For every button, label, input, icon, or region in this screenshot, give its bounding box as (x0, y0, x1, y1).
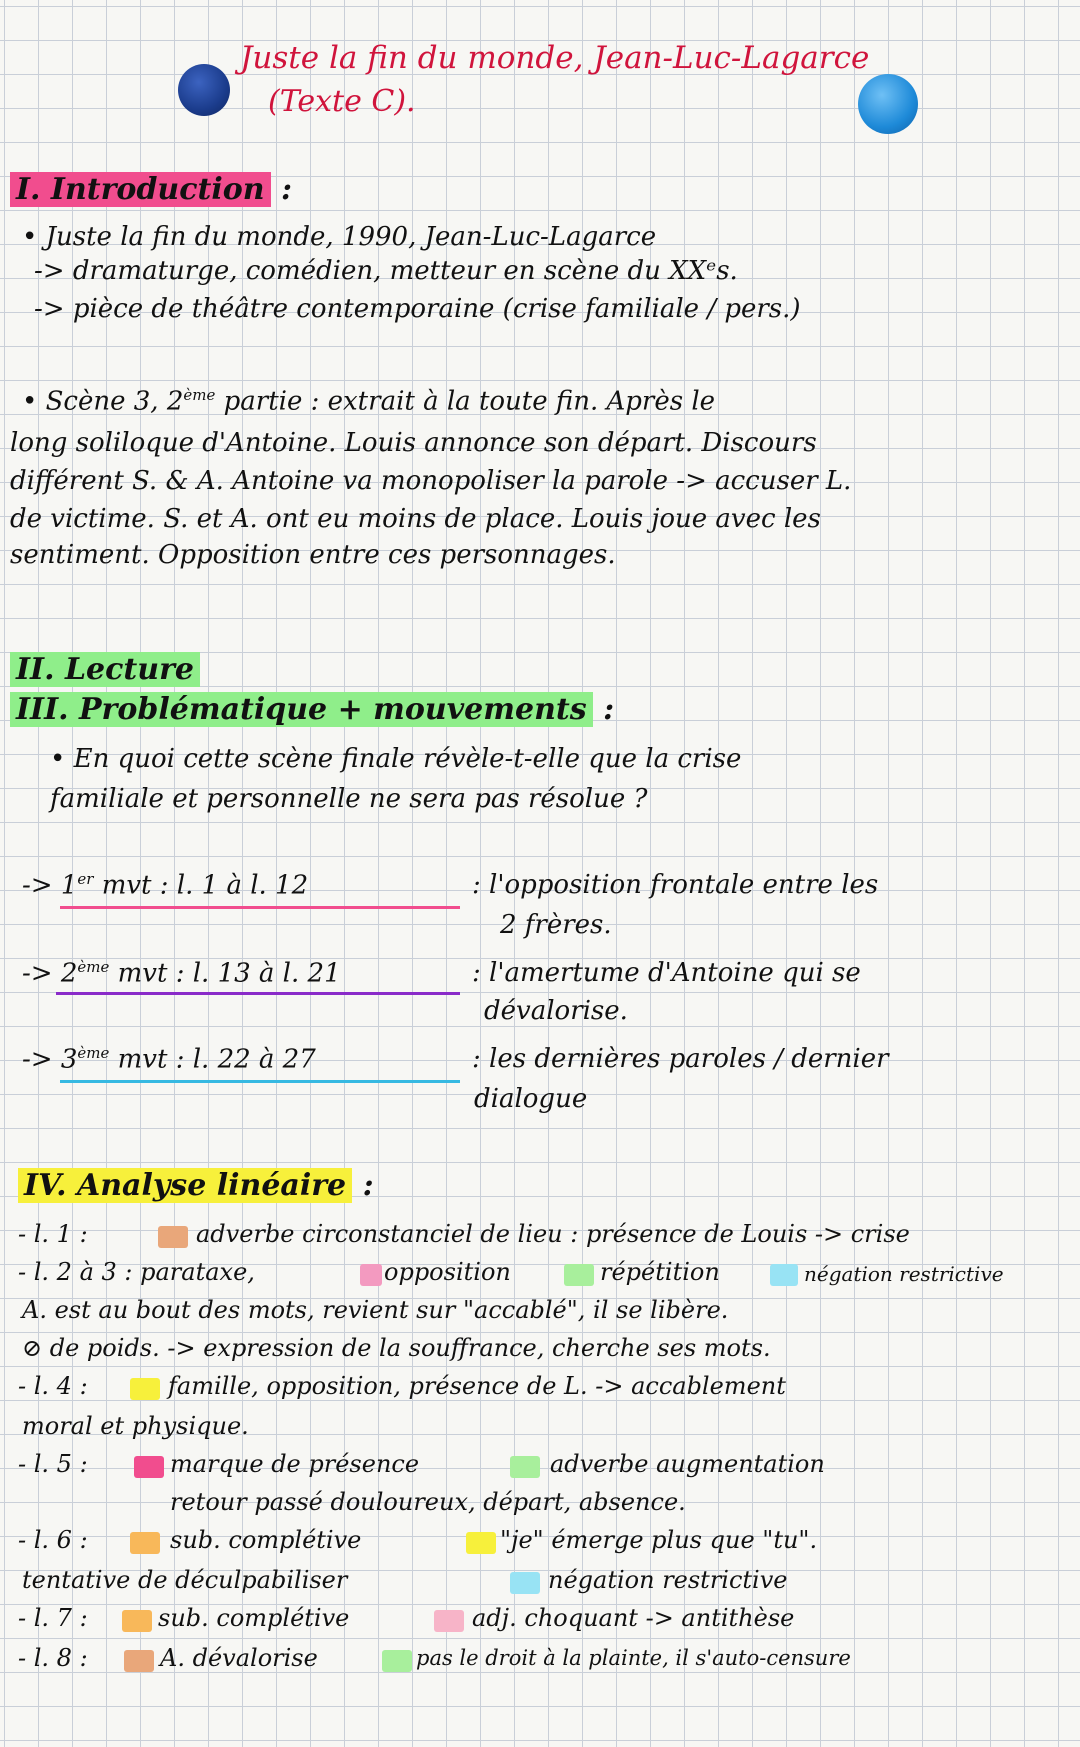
analysis-text: répétition (600, 1258, 720, 1286)
analysis-text: ⊘ de poids. -> expression de la souffrance, cherche ses mots. (22, 1334, 771, 1362)
analysis-text: adverbe circonstanciel de lieu : présence de Louis -> crise (196, 1220, 910, 1248)
intro-paragraph-line: différent S. & A. Antoine va monopoliser la parole -> accuser L. (10, 466, 852, 496)
lecture-heading-text: II. Lecture (10, 652, 200, 687)
introduction-heading-text: I. Introduction (10, 172, 271, 207)
intro-line: -> dramaturge, comédien, metteur en scène du XXᵉs. (34, 256, 738, 286)
color-swatch (134, 1456, 164, 1478)
movement-2-underline (56, 992, 460, 995)
analysis-text: adj. choquant -> antithèse (472, 1604, 795, 1632)
movement-2 (22, 958, 341, 989)
movement-range: mvt : l. 22 à 27 (109, 1044, 316, 1075)
question-line: familiale et personnelle ne sera pas résolue ? (50, 784, 648, 814)
movement-num: -> 2 (22, 958, 78, 989)
intro-text: • Scène 3, 2 (22, 386, 184, 417)
superscript: er (77, 870, 94, 888)
movement-desc: dialogue (474, 1084, 588, 1114)
analyse-heading-text: IV. Analyse linéaire (18, 1168, 352, 1203)
color-swatch (510, 1572, 540, 1594)
movement-3 (22, 1044, 316, 1075)
superscript: ème (77, 1044, 110, 1062)
color-swatch (770, 1264, 798, 1286)
movement-range: mvt : l. 1 à l. 12 (93, 870, 309, 901)
color-swatch (130, 1378, 160, 1400)
analysis-text: pas le droit à la plainte, il s'auto-censure (416, 1646, 851, 1670)
analysis-ref: - l. 2 à 3 : parataxe, (18, 1258, 255, 1286)
analysis-text: famille, opposition, présence de L. -> accablement (168, 1372, 786, 1400)
movement-desc: dévalorise. (484, 996, 628, 1026)
section-heading-problematique (10, 692, 614, 727)
intro-paragraph-line: sentiment. Opposition entre ces personnages. (10, 540, 616, 570)
page-subtitle: (Texte C). (268, 84, 416, 119)
intro-line: • Juste la fin du monde, 1990, Jean-Luc-Lagarce (22, 222, 657, 252)
color-swatch (382, 1650, 412, 1672)
analysis-ref: - l. 4 : (18, 1372, 88, 1400)
analysis-text: négation restrictive (804, 1262, 1004, 1286)
section-heading-analyse (18, 1168, 374, 1203)
movement-num: -> 3 (22, 1044, 78, 1075)
color-swatch (158, 1226, 188, 1248)
analysis-text: retour passé douloureux, départ, absence. (170, 1488, 686, 1516)
analysis-text: moral et physique. (22, 1412, 249, 1440)
color-swatch (122, 1610, 152, 1632)
superscript: ème (183, 386, 216, 404)
question-line: • En quoi cette scène finale révèle-t-elle que la crise (50, 744, 742, 774)
superscript: ème (77, 958, 110, 976)
movement-desc: : l'amertume d'Antoine qui se (472, 958, 861, 988)
intro-text: partie : extrait à la toute fin. Après le (215, 386, 716, 417)
color-swatch (510, 1456, 540, 1478)
analysis-ref: - l. 6 : (18, 1526, 88, 1554)
intro-paragraph-line (22, 386, 715, 417)
analysis-text: adverbe augmentation (550, 1450, 825, 1478)
movement-desc: 2 frères. (500, 910, 612, 940)
section-heading-introduction (10, 172, 292, 207)
movement-range: mvt : l. 13 à l. 21 (109, 958, 341, 989)
movement-1 (22, 870, 308, 901)
analysis-text: tentative de déculpabiliser (22, 1566, 348, 1594)
analysis-text: "je" émerge plus que "tu". (500, 1526, 818, 1554)
color-swatch (466, 1532, 496, 1554)
intro-paragraph-line: de victime. S. et A. ont eu moins de place. Louis joue avec les (10, 504, 821, 534)
page-title: Juste la fin du monde, Jean-Luc-Lagarce (240, 40, 870, 76)
analysis-ref: - l. 8 : (18, 1644, 88, 1672)
section-heading-lecture (10, 652, 200, 687)
analysis-text: A. dévalorise (160, 1644, 318, 1672)
analysis-text: marque de présence (170, 1450, 420, 1478)
heading-colon: : (281, 172, 293, 207)
movement-1-underline (60, 906, 460, 909)
color-swatch (360, 1264, 382, 1286)
problematique-heading-text: III. Problématique + mouvements (10, 692, 593, 727)
color-swatch (434, 1610, 464, 1632)
color-swatch (124, 1650, 154, 1672)
pin-icon (178, 64, 230, 116)
intro-line: -> pièce de théâtre contemporaine (crise familiale / pers.) (34, 294, 801, 324)
analysis-text: sub. complétive (170, 1526, 362, 1554)
movement-desc: : les dernières paroles / dernier (472, 1044, 889, 1074)
movement-3-underline (60, 1080, 460, 1083)
analysis-ref: - l. 7 : (18, 1604, 88, 1632)
intro-paragraph-line: long soliloque d'Antoine. Louis annonce son départ. Discours (10, 428, 817, 458)
analysis-text: opposition (384, 1258, 511, 1286)
color-swatch (564, 1264, 594, 1286)
analysis-text: négation restrictive (548, 1566, 788, 1594)
pin-icon (858, 74, 918, 134)
movement-desc: : l'opposition frontale entre les (472, 870, 879, 900)
analysis-text: A. est au bout des mots, revient sur "accablé", il se libère. (22, 1296, 729, 1324)
heading-colon: : (362, 1168, 374, 1203)
analysis-ref: - l. 5 : (18, 1450, 88, 1478)
analysis-text: sub. complétive (158, 1604, 350, 1632)
color-swatch (130, 1532, 160, 1554)
heading-colon: : (603, 692, 615, 727)
movement-num: -> 1 (22, 870, 78, 901)
analysis-ref: - l. 1 : (18, 1220, 88, 1248)
